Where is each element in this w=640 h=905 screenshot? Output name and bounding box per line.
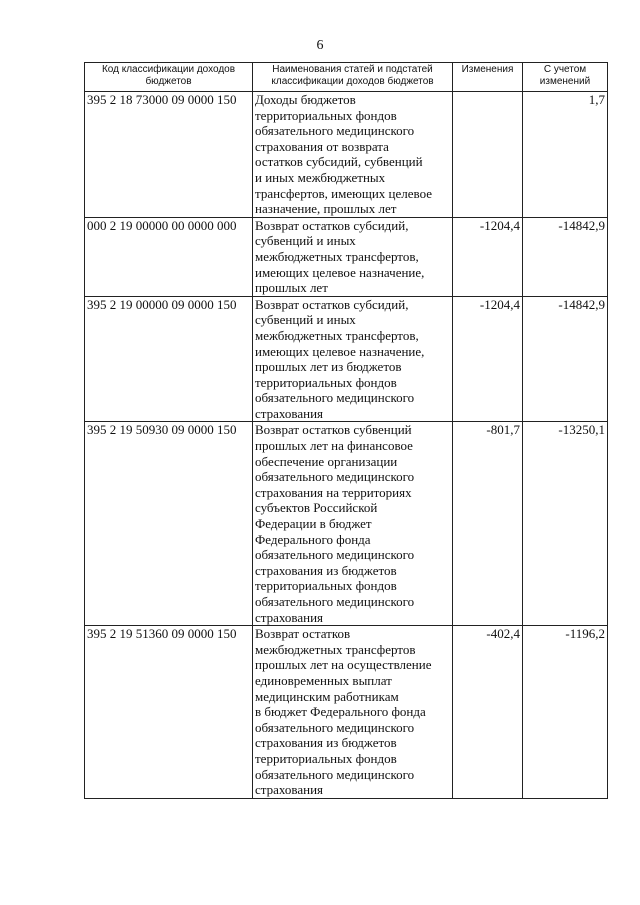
row-name-line: территориальных фондов bbox=[255, 750, 397, 766]
row-name-line: Возврат остатков субвенций bbox=[255, 422, 412, 438]
row-name-line: страхования bbox=[255, 609, 324, 625]
row-name-line: страхования от возврата bbox=[255, 138, 389, 154]
row-name-line: территориальных фондов bbox=[255, 374, 397, 390]
page-number: 6 bbox=[316, 38, 324, 53]
row-name-line: назначение, прошлых лет bbox=[255, 201, 397, 217]
table-row bbox=[85, 92, 608, 218]
row-name-line: и иных межбюджетных bbox=[255, 169, 386, 185]
header-name: Наименования статей и подстатей классификации доходов бюджетов bbox=[253, 63, 453, 92]
row-name-line: трансфертов, имеющих целевое bbox=[255, 185, 433, 201]
table-row bbox=[85, 217, 608, 296]
row-name-line: обязательного медицинского bbox=[255, 594, 415, 609]
row-name-line: обязательного медицинского bbox=[255, 390, 415, 406]
row-code: 395 2 18 73000 09 0000 150 bbox=[85, 92, 253, 218]
row-name-line: межбюджетных трансфертов bbox=[255, 641, 416, 657]
row-name bbox=[253, 217, 453, 296]
row-name-line: межбюджетных трансфертов, bbox=[255, 248, 419, 264]
row-change: -801,7 bbox=[453, 422, 523, 626]
table-row bbox=[85, 296, 608, 422]
row-name-line: единовременных выплат bbox=[255, 672, 392, 688]
income-classification-table bbox=[84, 62, 608, 799]
row-name-line: территориальных фондов bbox=[255, 107, 397, 123]
row-name-line: прошлых лет на осуществление bbox=[255, 657, 432, 673]
row-change: -402,4 bbox=[453, 626, 523, 799]
row-name-line: Возврат остатков субсидий, bbox=[255, 296, 409, 312]
row-name-line: Федерального фонда bbox=[255, 531, 371, 547]
row-name bbox=[253, 626, 453, 799]
table-header-row bbox=[85, 63, 608, 92]
row-name-line: межбюджетных трансфертов, bbox=[255, 327, 419, 343]
row-code: 395 2 19 50930 09 0000 150 bbox=[85, 422, 253, 626]
row-change bbox=[453, 92, 523, 218]
row-name-line: Федерации в бюджет bbox=[255, 516, 372, 532]
row-name-line: Доходы бюджетов bbox=[255, 92, 356, 107]
row-total: -14842,9 bbox=[523, 217, 608, 296]
header-change: Изменения bbox=[453, 63, 523, 92]
row-total: -1196,2 bbox=[523, 626, 608, 799]
row-name-line: медицинским работникам bbox=[255, 688, 399, 704]
row-name-line: прошлых лет на финансовое bbox=[255, 438, 413, 454]
table-row bbox=[85, 422, 608, 626]
row-name-line: имеющих целевое назначение, bbox=[255, 264, 425, 280]
row-name-line: обязательного медицинского bbox=[255, 547, 415, 563]
row-name-line: имеющих целевое назначение, bbox=[255, 343, 425, 359]
row-name bbox=[253, 92, 453, 218]
row-name-line: территориальных фондов bbox=[255, 578, 397, 594]
row-name-line: субвенций и иных bbox=[255, 233, 356, 249]
row-name-line: Возврат остатков субсидий, bbox=[255, 217, 409, 233]
row-name-line: страхования bbox=[255, 405, 324, 421]
row-name-line: прошлых лет bbox=[255, 280, 328, 296]
row-change: -1204,4 bbox=[453, 217, 523, 296]
row-name-line: Возврат остатков bbox=[255, 626, 351, 642]
table-row bbox=[85, 626, 608, 799]
row-name-line: прошлых лет из бюджетов bbox=[255, 359, 402, 375]
row-name-line: страхования bbox=[255, 782, 324, 798]
row-code: 000 2 19 00000 00 0000 000 bbox=[85, 217, 253, 296]
row-change: -1204,4 bbox=[453, 296, 523, 422]
table-body bbox=[85, 92, 608, 799]
row-total: -13250,1 bbox=[523, 422, 608, 626]
row-code: 395 2 19 51360 09 0000 150 bbox=[85, 626, 253, 799]
row-total: -14842,9 bbox=[523, 296, 608, 422]
row-total: 1,7 bbox=[523, 92, 608, 218]
header-total: С учетом изменений bbox=[523, 63, 608, 92]
row-name-line: субъектов Российской bbox=[255, 500, 378, 516]
row-code: 395 2 19 00000 09 0000 150 bbox=[85, 296, 253, 422]
row-name-line: в бюджет Федерального фонда bbox=[255, 704, 426, 720]
row-name-line: обязательного медицинского bbox=[255, 123, 415, 139]
row-name-line: субвенций и иных bbox=[255, 312, 356, 328]
row-name-line: остатков субсидий, субвенций bbox=[255, 154, 423, 170]
row-name bbox=[253, 296, 453, 422]
header-code: Код классификации доходов бюджетов bbox=[85, 63, 253, 92]
row-name-line: обязательного медицинского bbox=[255, 719, 415, 735]
row-name-line: страхования из бюджетов bbox=[255, 735, 397, 751]
row-name-line: обязательного медицинского bbox=[255, 469, 415, 485]
row-name-line: обязательного медицинского bbox=[255, 766, 415, 782]
row-name-line: страхования на территориях bbox=[255, 484, 412, 500]
row-name-line: обеспечение организации bbox=[255, 453, 398, 469]
row-name-line: страхования из бюджетов bbox=[255, 562, 397, 578]
row-name bbox=[253, 422, 453, 626]
